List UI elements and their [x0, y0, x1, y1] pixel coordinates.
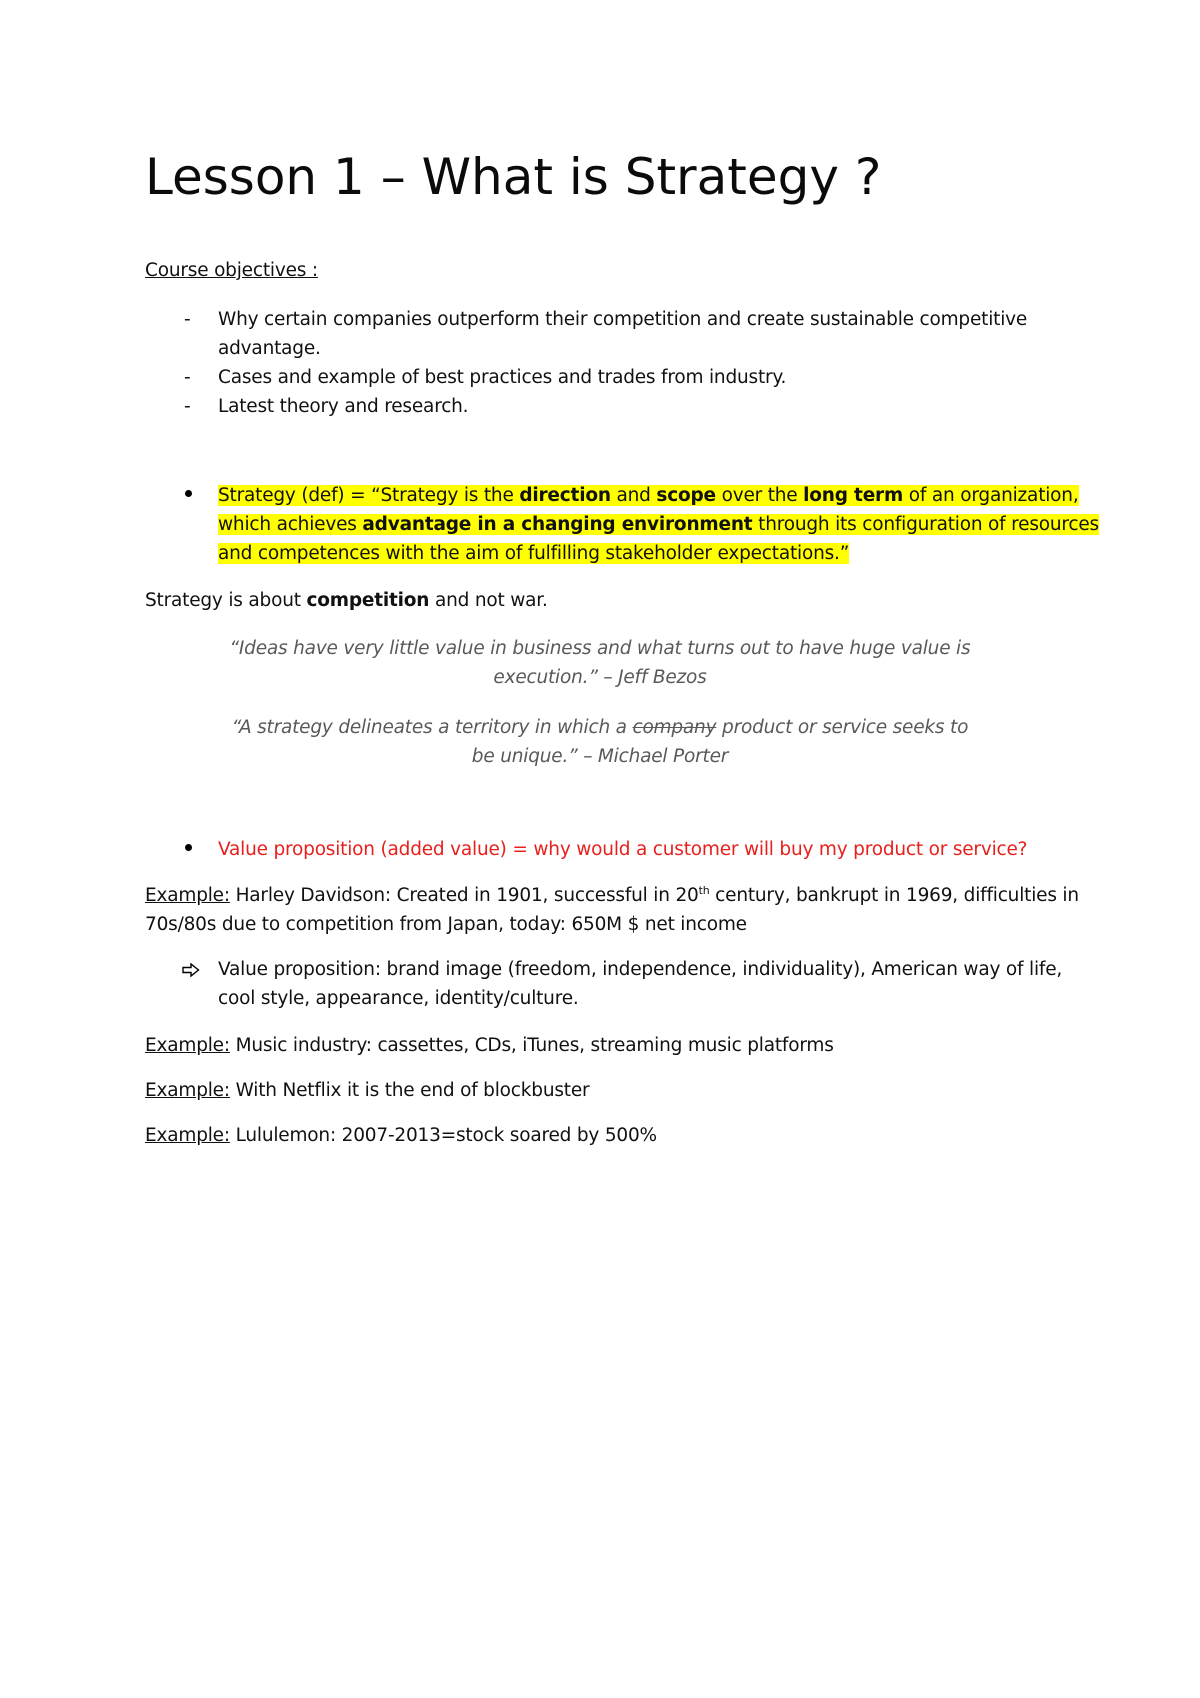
list-dash: -: [184, 309, 191, 330]
course-objectives-heading: Course objectives :: [145, 260, 318, 281]
example-text: Lululemon: 2007-2013=stock soared by 500%: [229, 1125, 657, 1146]
def-text: of an organization,: [903, 485, 1079, 506]
def-text: through its configuration of resources: [752, 514, 1099, 535]
list-dash: -: [184, 367, 191, 388]
quote-strikethrough: company: [632, 717, 717, 738]
def-bold-advantage: advantage in a changing environment: [362, 514, 753, 535]
def-text: over the: [715, 485, 804, 506]
quote-porter-line-1: [0, 713, 1200, 742]
bullet-dot-icon: [185, 490, 192, 497]
page-title: Lesson 1 – What is Strategy ?: [145, 148, 882, 206]
competition-text: Strategy is about: [145, 590, 307, 611]
bullet-dot-icon: [185, 844, 192, 851]
competition-text: and not war.: [429, 590, 548, 611]
strategy-def-line-3: [218, 539, 849, 568]
strategy-def-line-1: [218, 481, 1079, 510]
example-label: Example:: [145, 1035, 230, 1056]
superscript: th: [698, 883, 710, 897]
arrow-right-icon: [182, 963, 200, 977]
example-label: Example:: [145, 1080, 230, 1101]
objective-item-2: Cases and example of best practices and trades from industry.: [218, 367, 787, 388]
competition-paragraph: [145, 586, 548, 615]
example-music: [145, 1031, 834, 1060]
quote-bezos-line-1: “Ideas have very little value in business and what turns out to have huge value is: [229, 638, 971, 659]
def-bold-scope: scope: [656, 485, 716, 506]
example-harley-line-1: [145, 881, 1079, 910]
quote-text: “A strategy delineates a territory in which a: [231, 717, 633, 738]
quote-text: product or service seeks to: [716, 717, 969, 738]
def-text: which achieves: [218, 514, 363, 535]
def-bold-long-term: long term: [803, 485, 904, 506]
harley-value-prop-line-2: cool style, appearance, identity/culture.: [218, 988, 579, 1009]
def-bold-direction: direction: [519, 485, 611, 506]
harley-value-prop-line-1: Value proposition: brand image (freedom, independence, individuality), American way of life,: [218, 959, 1063, 980]
example-text: Music industry: cassettes, CDs, iTunes, streaming music platforms: [229, 1035, 834, 1056]
objective-item-1: Why certain companies outperform their competition and create sustainable competitive: [218, 309, 1028, 330]
example-label: Example:: [145, 885, 230, 906]
objective-item-3: Latest theory and research.: [218, 396, 469, 417]
example-label: Example:: [145, 1125, 230, 1146]
example-netflix: [145, 1076, 589, 1105]
strategy-def-line-2: [218, 510, 1099, 539]
quote-porter-line-2: be unique.” – Michael Porter: [471, 746, 729, 767]
def-text: and: [610, 485, 657, 506]
objective-item-1-cont: advantage.: [218, 338, 321, 359]
list-dash: -: [184, 396, 191, 417]
value-proposition: Value proposition (added value) = why would a customer will buy my product or service?: [218, 839, 1028, 860]
quote-bezos-line-2: execution.” – Jeff Bezos: [493, 667, 707, 688]
def-text: Strategy (def) = “Strategy is the: [218, 485, 520, 506]
competition-bold: competition: [306, 590, 430, 611]
example-lululemon: [145, 1121, 657, 1150]
def-text: and competences with the aim of fulfilling stakeholder expectations.”: [218, 543, 850, 564]
example-harley-line-2: 70s/80s due to competition from Japan, today: 650M $ net income: [145, 914, 747, 935]
example-text: Harley Davidson: Created in 1901, successful in 20: [229, 885, 699, 906]
example-text: century, bankrupt in 1969, difficulties in: [709, 885, 1079, 906]
example-text: With Netflix it is the end of blockbuster: [229, 1080, 590, 1101]
